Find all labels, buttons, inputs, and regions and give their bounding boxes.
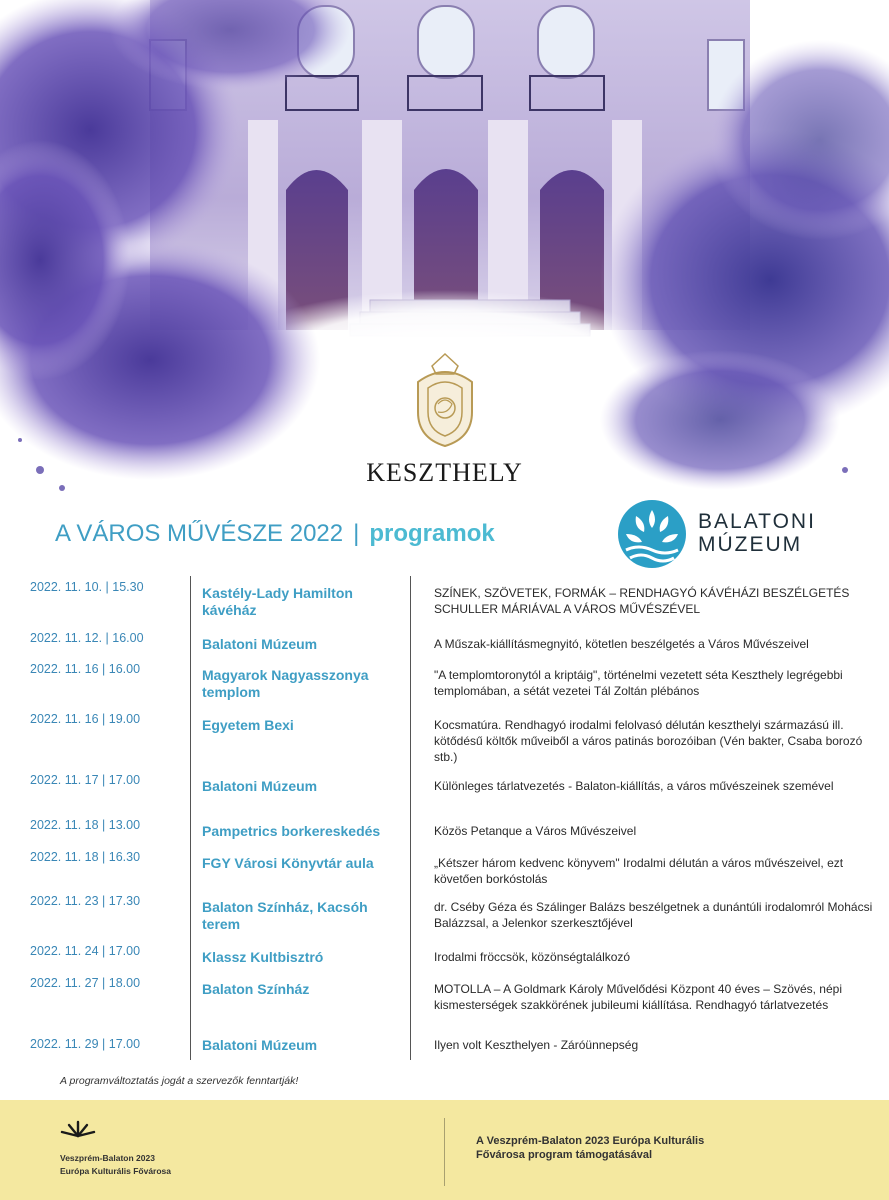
event-description: Közös Petanque a Város Művészeivel <box>434 824 637 838</box>
event-description: SZÍNEK, SZÖVETEK, FORMÁK – RENDHAGYÓ KÁVÉHÁZI BESZÉLGETÉS SCHULLER MÁRIÁVAL A VÁROS MŰVÉSZÉVEL <box>434 586 850 616</box>
title-subtitle: programok <box>369 520 495 547</box>
event-venue: Balatoni Múzeum <box>202 636 318 652</box>
program-schedule <box>0 570 889 1060</box>
ekf-sunrise-logo-icon <box>56 1118 100 1140</box>
ekf-title-line2: Európa Kulturális Fővárosa <box>60 1166 171 1176</box>
disclaimer-note: A programváltoztatás jogát a szervezők fenntartják! <box>60 1075 299 1087</box>
museum-name-line2: MÚZEUM <box>698 533 803 556</box>
page-title <box>55 520 495 548</box>
event-venue: Pampetrics borkereskedés <box>202 823 381 839</box>
city-name: KESZTHELY <box>366 458 523 487</box>
event-description: Ilyen volt Keszthelyen - Záróünnepség <box>434 1038 639 1052</box>
event-venue: Balatoni Múzeum <box>202 1037 318 1053</box>
event-date: 2022. 11. 18 | 13.00 <box>30 818 141 832</box>
ekf-title-line1: Veszprém-Balaton 2023 <box>60 1153 155 1163</box>
event-description: „Kétszer három kedvenc könyvem" Irodalmi délután a város művészeivel, ezt követően borkóstolás <box>434 856 844 886</box>
event-venue: Egyetem Bexi <box>202 717 294 733</box>
column-divider-left <box>190 576 191 1060</box>
museum-name <box>698 510 816 556</box>
event-date: 2022. 11. 17 | 17.00 <box>30 773 141 787</box>
title-text: A VÁROS MŰVÉSZE 2022 <box>55 520 344 547</box>
column-divider-right <box>410 576 411 1060</box>
sponsor-footer <box>0 1100 889 1200</box>
event-venue: Balatoni Múzeum <box>202 778 318 794</box>
event-description: "A templomtoronytól a kriptáig", történelmi vezetett séta Keszthely legrégebbi templomában, a sétát vezetei Tál Zoltán plébános <box>434 668 843 698</box>
event-venue: Balaton Színház <box>202 981 310 997</box>
event-date: 2022. 11. 18 | 16.30 <box>30 850 141 864</box>
event-description: Irodalmi fröccsök, közönségtalálkozó <box>434 950 631 964</box>
event-description: dr. Cséby Géza és Szálinger Balázs beszélgetnek a dunántúli irodalomról Mohácsi Balázzsal, a Jelenkor szerkesztőjével <box>434 900 873 930</box>
support-line1: A Veszprém-Balaton 2023 Európa Kulturális <box>476 1135 705 1147</box>
footer-divider <box>444 1118 445 1186</box>
event-date: 2022. 11. 16 | 19.00 <box>30 712 141 726</box>
event-date: 2022. 11. 27 | 18.00 <box>30 976 141 990</box>
event-description: Kocsmatúra. Rendhagyó irodalmi felolvasó délután keszthelyi származású ill. kötődésű költők műveiből a város patinás borozóiban (Vén bakter, Csaba borozó stb.) <box>434 718 863 764</box>
event-date: 2022. 11. 16 | 16.00 <box>30 662 141 676</box>
event-description: MOTOLLA – A Goldmark Károly Művelődési Központ 40 éves – Szövés, népi kismesterségek szakkörének jubileumi kiállítása. Rendhagyó tárlatvezetés <box>434 982 842 1012</box>
ekf-title <box>60 1152 171 1178</box>
event-venue: Balaton Színház, Kacsóh terem <box>202 899 368 932</box>
support-statement <box>476 1134 776 1162</box>
support-line2: Fővárosa program támogatásával <box>476 1149 653 1161</box>
event-date: 2022. 11. 29 | 17.00 <box>30 1037 141 1051</box>
keszthely-crest-logo <box>408 352 482 448</box>
event-venue: FGY Városi Könyvtár aula <box>202 855 374 871</box>
event-venue: Magyarok Nagyasszonya templom <box>202 667 369 700</box>
balatoni-muzeum-logo-icon <box>612 494 692 574</box>
museum-name-line1: BALATONI <box>698 510 816 533</box>
event-date: 2022. 11. 10. | 15.30 <box>30 580 144 594</box>
event-date: 2022. 11. 23 | 17.30 <box>30 894 141 908</box>
event-date: 2022. 11. 12. | 16.00 <box>30 631 144 645</box>
event-description: Különleges tárlatvezetés - Balaton-kiállítás, a város művészeinek szemével <box>434 779 834 793</box>
event-description: A Műszak-kiállításmegnyitó, kötetlen beszélgetés a Város Művészeivel <box>434 637 809 651</box>
event-venue: Kastély-Lady Hamilton kávéház <box>202 585 353 618</box>
title-separator: | <box>353 520 360 547</box>
event-date: 2022. 11. 24 | 17.00 <box>30 944 141 958</box>
event-venue: Klassz Kultbisztró <box>202 949 324 965</box>
